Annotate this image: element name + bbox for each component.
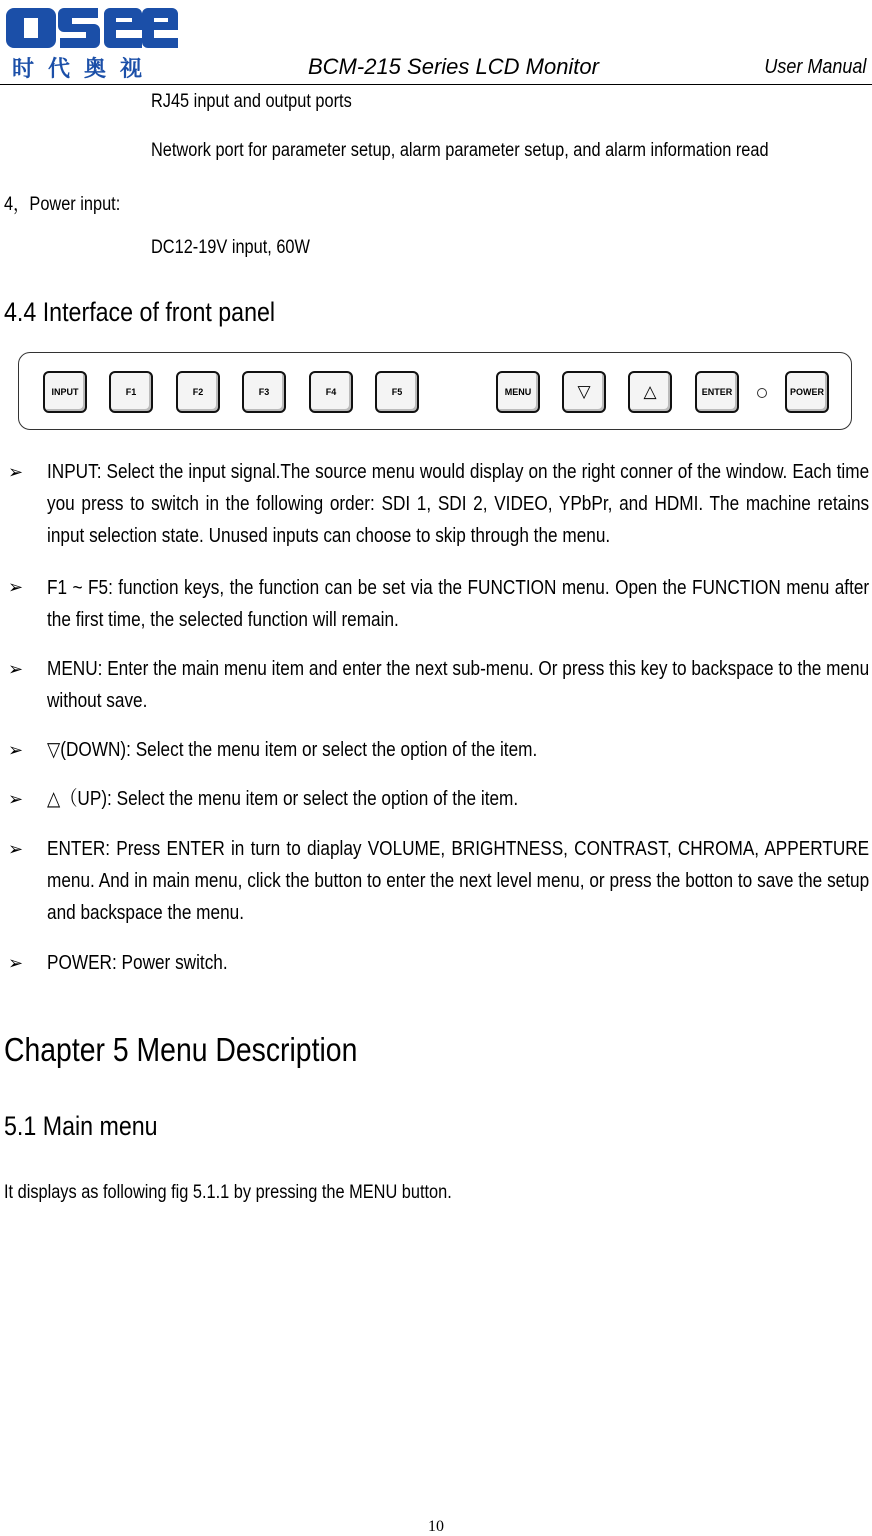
power-input-heading: 4，Power input: (4, 194, 121, 215)
chapter-5-title: Chapter 5 Menu Description (4, 1031, 358, 1068)
rj45-text: RJ45 input and output ports (151, 91, 352, 112)
f2-key: F2 (176, 371, 220, 413)
bullet-marker-icon: ➢ (8, 740, 24, 760)
document-title: BCM-215 Series LCD Monitor (308, 54, 599, 79)
logo-subtext: 时代奥视 (12, 57, 157, 82)
section-5-1-title: 5.1 Main menu (4, 1111, 158, 1141)
bullet-power: POWER: Power switch. (47, 952, 228, 974)
f5-key: F5 (375, 371, 419, 413)
bullet-function-keys: F1 ~ F5: function keys, the function can be set via the FUNCTION menu. Open the FUNCTION menu after the first time, the selected function will remain. (47, 577, 870, 631)
status-led-icon (757, 388, 767, 398)
bullet-enter: ENTER: Press ENTER in turn to diaplay VOLUME, BRIGHTNESS, CONTRAST, CHROMA, APPERTURE menu. And in main menu, click the button to enter the next level menu, or press the botton to save the setup and backspace the menu. (47, 838, 870, 924)
osee-logo (4, 2, 178, 80)
power-key: POWER (785, 371, 829, 413)
page-number: 10 (428, 1518, 444, 1535)
bullet-marker-icon: ➢ (8, 789, 24, 809)
bullet-menu: MENU: Enter the main menu item and enter the next sub-menu. Or press this key to backspace to the menu without save. (47, 658, 870, 712)
header-divider (0, 84, 872, 85)
input-key: INPUT (43, 371, 87, 413)
power-spec-text: DC12-19V input, 60W (151, 237, 310, 258)
bullet-marker-icon: ➢ (8, 462, 24, 482)
f4-key: F4 (309, 371, 353, 413)
bullet-down: ▽(DOWN): Select the menu item or select the option of the item. (47, 739, 538, 761)
menu-key: MENU (496, 371, 540, 413)
section-5-1-body: It displays as following fig 5.1.1 by pressing the MENU button. (4, 1182, 452, 1203)
manual-label: User Manual (763, 56, 866, 78)
bullet-marker-icon: ➢ (8, 577, 24, 597)
bullet-input: INPUT: Select the input signal.The source menu would display on the right conner of the window. Each time you press to switch in the following order: SDI 1, SDI 2, VIDEO, YPbPr, and HDMI. The machine retains input selection state. Unused inputs can choose to skip through the menu. (47, 461, 870, 547)
front-panel-figure (18, 352, 852, 430)
up-arrow-icon: △ (643, 382, 657, 401)
bullet-marker-icon: ➢ (8, 659, 24, 679)
up-key (628, 371, 672, 413)
bullet-marker-icon: ➢ (8, 839, 24, 859)
down-arrow-icon: ▽ (577, 382, 591, 401)
enter-key: ENTER (695, 371, 739, 413)
bullet-marker-icon: ➢ (8, 953, 24, 973)
f3-key: F3 (242, 371, 286, 413)
down-key (562, 371, 606, 413)
bullet-up: △（UP): Select the menu item or select the option of the item. (47, 788, 519, 810)
section-4-4-title: 4.4 Interface of front panel (4, 297, 276, 327)
f1-key: F1 (109, 371, 153, 413)
network-port-text: Network port for parameter setup, alarm parameter setup, and alarm information read (151, 140, 769, 161)
